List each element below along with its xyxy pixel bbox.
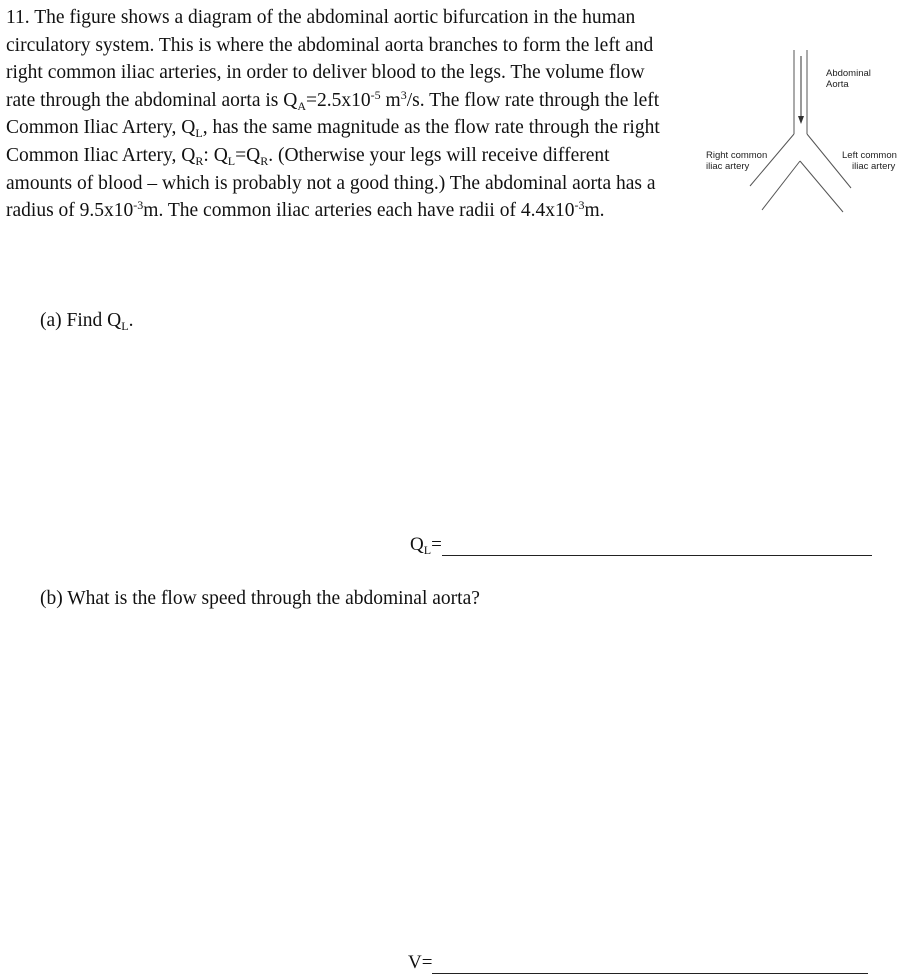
ql-subscript: L (195, 126, 203, 141)
answer-b-line (408, 952, 868, 974)
qa-subscript: A (297, 98, 307, 113)
left-iliac-inner-wall (800, 161, 843, 212)
flow-arrow-head (798, 116, 804, 124)
eq-left-symbol: Q (213, 144, 228, 166)
part-b-question: (b) What is the flow speed through the abdominal aorta? (40, 588, 480, 609)
problem-text-7: m. (584, 200, 605, 222)
problem-statement (6, 4, 676, 225)
qr-subscript: R (195, 153, 204, 168)
answer-b-blank[interactable] (432, 953, 868, 974)
left-iliac-label: Left common iliac artery (842, 150, 897, 172)
qa-unit-tail: /s. (406, 89, 430, 111)
problem-text-1: The figure shows a diagram of the abdominal aortic bifurcation in the human circulatory system. This is where the abdominal aorta branches to form the left and right common iliac arteries, in order to deliver blood to the legs. The volume flow rate through the abdominal aorta is (6, 7, 654, 111)
problem-text-5: . (Otherwise your legs will receive different amounts of blood – which is probably not a good thing.) The abdominal aorta has a radius of 9.5x10 (6, 144, 656, 222)
problem-number: 11. (6, 7, 30, 28)
qa-value: =2.5x10 (306, 89, 371, 111)
answer-a-blank[interactable] (442, 535, 872, 556)
answer-a-label: $Q_L=$ (410, 534, 442, 557)
eq-left-subscript: L (227, 153, 236, 168)
bifurcation-figure (690, 40, 907, 220)
answer-a-line (410, 534, 872, 556)
right-iliac-inner-wall (762, 161, 800, 210)
qa-exponent: -5 (370, 87, 381, 102)
eq-middle: =Q (235, 144, 261, 166)
eq-right-subscript: R (260, 153, 269, 168)
ql-symbol: Q (181, 117, 196, 139)
right-iliac-label: Right common iliac artery (706, 150, 768, 172)
answer-b-label: V= (408, 952, 433, 973)
aortic-bifurcation-diagram (690, 40, 907, 220)
radius-aorta-exponent: -3 (133, 198, 144, 213)
problem-text-2: The flow rate through the left Common Iliac Artery, (6, 89, 660, 139)
qa-symbol: Q (283, 89, 298, 111)
part-a-question: (a) Find $Q_L$. (40, 310, 134, 333)
problem-text-3: , has the same magnitude as the flow rate through the right Common Iliac Artery, (6, 117, 660, 166)
radius-iliac-exponent: -3 (574, 198, 585, 213)
problem-text-4: : (203, 144, 214, 166)
problem-text-6: m. The common iliac arteries each have radii of 4.4x10 (143, 200, 575, 222)
qr-symbol: Q (181, 144, 196, 166)
qa-unit: m (380, 89, 401, 111)
qa-unit-exponent: 3 (400, 87, 407, 102)
abdominal-aorta-label: Abdominal Aorta (826, 68, 871, 90)
